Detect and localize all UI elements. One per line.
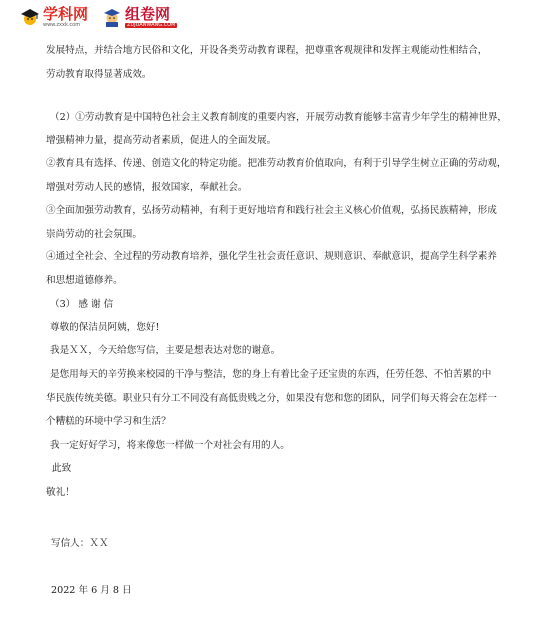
letter-heading: （3） 感 谢 信: [50, 299, 114, 310]
zujuan-logo-name: 组卷网: [125, 4, 171, 23]
zujuan-logo-url: ZUJUANWANG.COM: [127, 21, 176, 28]
paragraph-line: 增强精神力量，提高劳动者素质，促进人的全面发展。: [46, 135, 277, 146]
zxxk-logo: [20, 4, 89, 28]
paragraph-line: ③全面加强劳动教育，弘扬劳动精神，有利于更好地培育和践行社会主义核心价值观，弘扬民族精神，形成: [46, 205, 497, 216]
zxxk-logo-url: www.zxxk.com: [43, 21, 81, 28]
paragraph-line: ④通过全社会、全过程的劳动教育培养，强化学生社会责任意识、规则意识、奉献意识，提高学生科学素养: [46, 251, 497, 262]
paragraph-line: （2）①劳动教育是中国特色社会主义教育制度的重要内容，开展劳动教育能够丰富青少年学生的精神世界，: [50, 112, 508, 123]
letter-promise: 我一定好好学习，将来像您一样做一个对社会有用的人。: [50, 440, 290, 451]
paragraph-line: ②教育具有选择、传递、创造文化的特定功能。把准劳动教育价值取向，有利于引导学生树立正确的劳动观，: [46, 158, 507, 169]
letter-intro: 我是ＸＸ，今天给您写信，主要是想表达对您的谢意。: [50, 345, 281, 356]
letter-body-line: 华民族传统美德。职业只有分工不同没有高低贵贱之分，如果没有您和您的团队，同学们每天将会在怎样一: [46, 393, 497, 404]
paragraph-line: 增强对劳动人民的感情，报效国家，奉献社会。: [46, 182, 248, 193]
letter-closing-2: 敬礼！: [46, 487, 75, 498]
letter-date: 2022 年 6 月 8 日: [51, 585, 132, 596]
paragraph-line: 和思想道德修养。: [46, 275, 123, 286]
paragraph-line: 崇尚劳动的社会氛围。: [46, 229, 142, 240]
paragraph-line: 劳动教育取得显著成效。: [46, 69, 152, 80]
page-header: [20, 4, 191, 30]
letter-salutation: 尊敬的保洁员阿姨，您好!: [50, 322, 160, 333]
letter-body-line: 是您用每天的辛劳换来校园的干净与整洁，您的身上有着比金子还宝贵的东西，任劳任怨、不怕苦累的中: [50, 369, 492, 380]
letter-body-line: 个糟糕的环境中学习和生活？: [46, 416, 171, 427]
zxxk-logo-name: 学科网: [43, 4, 89, 23]
letter-closing-1: 此致: [52, 463, 72, 474]
paragraph-line: 发展特点，并结合地方民俗和文化，开设各类劳动教育课程，把尊重客观规律和发挥主观能动性相结合，: [46, 45, 488, 56]
student-icon: [102, 7, 122, 27]
letter-signature: 写信人：ＸＸ: [51, 538, 109, 549]
graduation-cap-icon: [20, 7, 40, 27]
zujuan-logo: [102, 4, 177, 28]
